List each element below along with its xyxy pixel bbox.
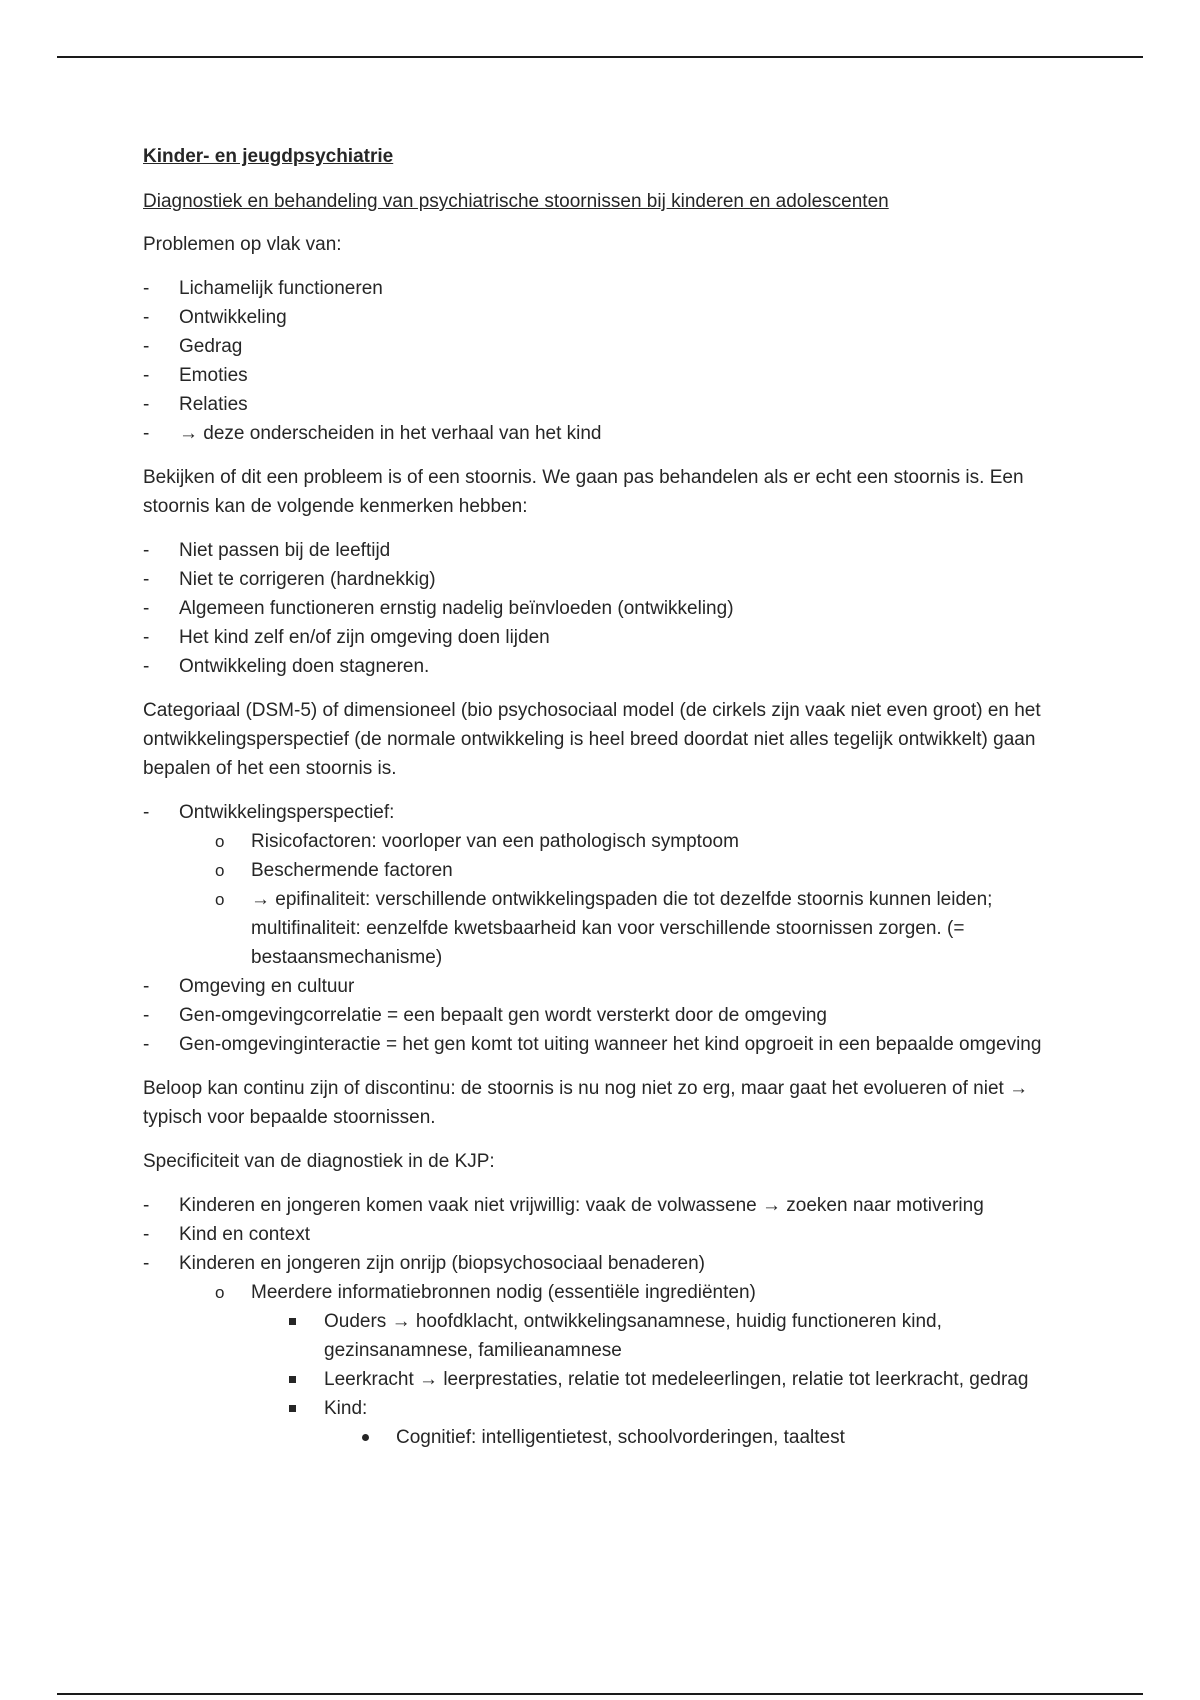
list-item: o → epifinaliteit: verschillende ontwikkelingspaden die tot dezelfde stoornis kunnen leiden; multifinaliteit: eenzelfde kwetsbaarheid kan voor verschillende stoornissen zorgen. (= bestaansmechanisme) [215, 889, 993, 968]
list-item: - Ontwikkelingsperspectief: [143, 802, 395, 823]
paragraph-stoornis: Bekijken of dit een probleem is of een stoornis. We gaan pas behandelen als er echt een stoornis is. Een stoornis kan de volgende kenmerken hebben: [143, 467, 1024, 517]
header-rule [57, 56, 1143, 58]
list-item: - Algemeen functioneren ernstig nadelig beïnvloeden (ontwikkeling) [143, 598, 734, 619]
list-item: - Omgeving en cultuur [143, 976, 355, 997]
specificity-sublist [143, 1278, 1063, 1307]
list-item: - Kinderen en jongeren komen vaak niet vrijwillig: vaak de volwassene → zoeken naar motivering [143, 1195, 984, 1216]
problems-list [143, 274, 1063, 448]
list-item: - → deze onderscheiden in het verhaal van het kind [143, 423, 602, 444]
features-list [143, 536, 1063, 681]
footer-rule [57, 1693, 1143, 1695]
list-item: Kind: [143, 1394, 1063, 1423]
list-item: Leerkracht → leerprestaties, relatie tot medeleerlingen, relatie tot leerkracht, gedrag [143, 1365, 1063, 1394]
perspective-list [143, 798, 1063, 1059]
list-item: Ouders → hoofdklacht, ontwikkelingsanamnese, huidig functioneren kind, gezinsanamnese, familieanamnese [143, 1307, 1063, 1365]
document-title: Kinder- en jeugdpsychiatrie [143, 146, 394, 167]
list-item: - Kinderen en jongeren zijn onrijp (biopsychosociaal benaderen) [143, 1253, 706, 1274]
list-item: - Emoties [143, 365, 248, 386]
specificity-list [143, 1191, 1063, 1452]
intro-text: Problemen op vlak van: [143, 234, 342, 255]
paragraph-categoriaal: Categoriaal (DSM-5) of dimensioneel (bio psychosociaal model (de cirkels zijn vaak niet even groot) en het ontwikkelingsperspectief (de normale ontwikkeling is heel breed doordat niet alles tegelijk ontwikkelt) gaan bepalen of het een stoornis is. [143, 700, 1041, 779]
perspective-sublist [143, 827, 1063, 972]
list-item: - Gen-omgevingcorrelatie = een bepaalt gen wordt versterkt door de omgeving [143, 1005, 827, 1026]
specificity-intro: Specificiteit van de diagnostiek in de KJP: [143, 1151, 495, 1172]
list-item: - Niet passen bij de leeftijd [143, 540, 391, 561]
list-item: - Kind en context [143, 1224, 310, 1245]
document-subtitle: Diagnostiek en behandeling van psychiatrische stoornissen bij kinderen en adolescenten [143, 191, 889, 212]
nested-list-wrapper [143, 827, 1063, 972]
list-item: - Ontwikkeling [143, 307, 287, 328]
list-item: o Beschermende factoren [215, 860, 453, 881]
list-item: - Lichamelijk functioneren [143, 278, 383, 299]
list-item: - Het kind zelf en/of zijn omgeving doen lijden [143, 627, 550, 648]
list-item: Cognitief: intelligentietest, schoolvorderingen, taaltest [143, 1423, 1063, 1452]
list-item: - Gedrag [143, 336, 243, 357]
list-item: - Niet te corrigeren (hardnekkig) [143, 569, 436, 590]
document-body [143, 142, 1063, 1467]
list-item: - Gen-omgevinginteractie = het gen komt tot uiting wanneer het kind opgroeit in een bepaalde omgeving [143, 1034, 1042, 1055]
list-item: o Meerdere informatiebronnen nodig (essentiële ingrediënten) [215, 1282, 756, 1303]
list-item: - Relaties [143, 394, 248, 415]
paragraph-beloop: Beloop kan continu zijn of discontinu: de stoornis is nu nog niet zo erg, maar gaat het evolueren of niet → typisch voor bepaalde stoornissen. [143, 1078, 1029, 1128]
sources-list [143, 1307, 1063, 1423]
list-item: - Ontwikkeling doen stagneren. [143, 656, 430, 677]
list-item: o Risicofactoren: voorloper van een pathologisch symptoom [215, 831, 739, 852]
nested-list-wrapper [143, 1278, 1063, 1452]
child-sources-list [143, 1423, 1063, 1452]
